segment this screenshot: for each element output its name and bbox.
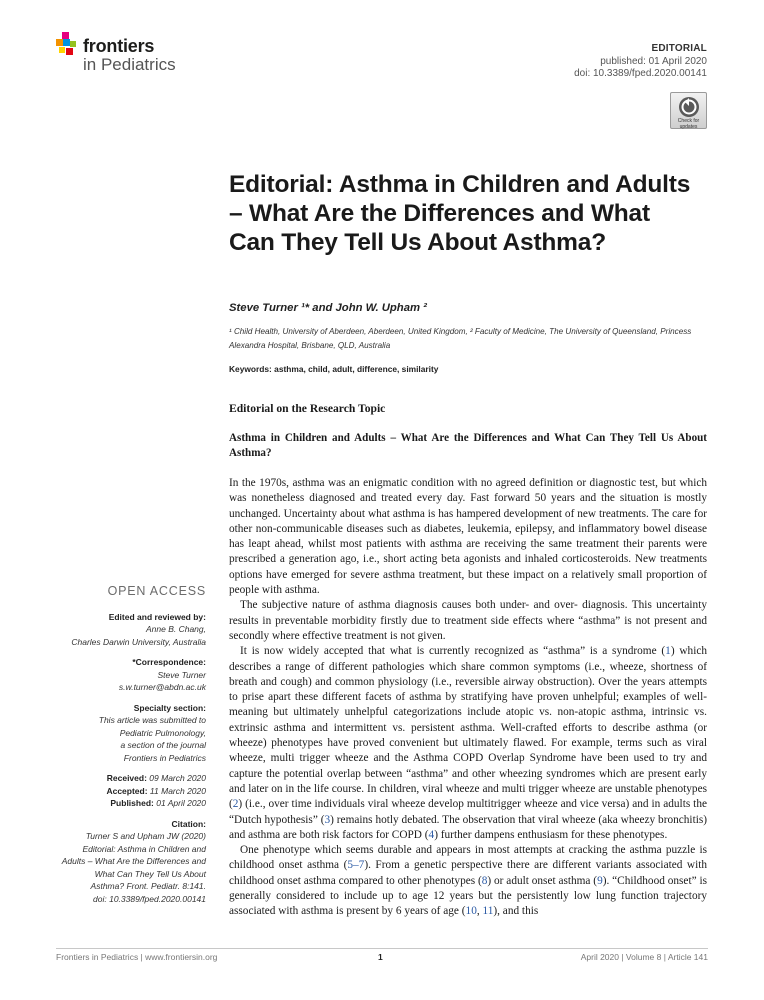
journal-subtitle: in Pediatrics bbox=[83, 55, 176, 74]
citation-section bbox=[56, 818, 206, 906]
citation-doi[interactable]: doi: 10.3389/fped.2020.00141 bbox=[93, 893, 206, 904]
received-value: 09 March 2020 bbox=[149, 773, 206, 783]
correspondence-email[interactable]: s.w.turner@abdn.ac.uk bbox=[118, 682, 206, 692]
reference-link[interactable]: 1 bbox=[665, 645, 671, 658]
check-updates-icon bbox=[678, 96, 700, 118]
published-value: 01 April 2020 bbox=[156, 798, 206, 808]
check-updates-label: Check for updates bbox=[677, 118, 700, 130]
editor-name[interactable]: Anne B. Chang, bbox=[145, 624, 206, 634]
doi-link[interactable]: doi: 10.3389/fped.2020.00141 bbox=[574, 68, 707, 79]
correspondence-section bbox=[56, 656, 206, 694]
author-list[interactable]: Steve Turner ¹* and John W. Upham ² bbox=[229, 302, 427, 314]
frontiers-logo-icon bbox=[56, 32, 80, 58]
research-topic-heading: Editorial on the Research Topic bbox=[229, 402, 386, 415]
specialty-line: Frontiers in Pediatrics bbox=[123, 752, 206, 763]
text-run: ) (i.e., over time individuals viral wheeze develop multitrigger wheeze and vice versa) and in adults the “Dutch hypothesis” ( bbox=[229, 798, 707, 826]
published-date: published: 01 April 2020 bbox=[600, 55, 707, 67]
text-run: ). From a genetic perspective there are different variants associated with childhood onset asthma compared to other phenotypes ( bbox=[229, 859, 707, 887]
published-label: Published: bbox=[110, 798, 154, 808]
received-label: Received: bbox=[106, 773, 147, 783]
correspondence-label: *Correspondence: bbox=[132, 657, 206, 667]
citation-label: Citation: bbox=[171, 818, 206, 829]
journal-brand: frontiers bbox=[83, 36, 155, 56]
reference-link[interactable]: 3 bbox=[324, 813, 331, 826]
author-affiliations: ¹ Child Health, University of Aberdeen, Aberdeen, United Kingdom, ² Faculty of Medicine, The University of Queensland, Princess Alexandra Hospital, Brisbane, QLD, Australia bbox=[229, 327, 692, 350]
specialty-line: This article was submitted to bbox=[98, 715, 206, 725]
citation-line: Turner S and Upham JW (2020) bbox=[85, 831, 206, 841]
open-access-label: OPEN ACCESS bbox=[107, 584, 206, 598]
reference-link[interactable]: 9 bbox=[597, 874, 603, 887]
correspondence-name: Steve Turner bbox=[157, 669, 206, 680]
published-date-sidebar bbox=[56, 797, 206, 810]
reference-link[interactable]: 11 bbox=[482, 905, 494, 918]
reference-link[interactable]: 10 bbox=[465, 905, 477, 918]
reference-link[interactable]: 2 bbox=[232, 798, 239, 811]
citation-line: Asthma? Front. Pediatr. 8:141. bbox=[90, 881, 206, 891]
journal-logo[interactable] bbox=[56, 30, 206, 78]
article-type: EDITORIAL bbox=[651, 43, 707, 54]
dates-section bbox=[56, 772, 206, 810]
article-sidebar bbox=[56, 585, 206, 913]
paragraph: In the 1970s, asthma was an enigmatic condition with no agreed definition or diagnostic test, but which was nonetheless diagnosed and treated every day. Fast forward 50 years and the situation is mostly unchanged. Uncertainty about what asthma is has hampered development of new treatments. The care for other non-communicable diseases such as diabetes, leukemia, epilepsy, and inflammatory bowel disease has leapt ahead, whilst most patients with asthma are receiving the same treatment their parents were prescribed a generation ago, i.e., short acting beta agonists and inhaled corticosteroids. New treatments options have emerged for severe asthma treatment, but these impact on a relatively small proportion of people with asthma. bbox=[229, 477, 707, 597]
reference-link[interactable]: 4 bbox=[428, 828, 435, 841]
footer-issue-info: April 2020 | Volume 8 | Article 141 bbox=[580, 952, 708, 962]
specialty-label: Specialty section: bbox=[133, 702, 206, 713]
keywords-label: Keywords: bbox=[229, 364, 272, 374]
specialty-line: a section of the journal bbox=[120, 740, 206, 750]
text-run: ), and this bbox=[493, 905, 539, 918]
reference-link[interactable]: 5–7 bbox=[347, 859, 365, 872]
article-body bbox=[229, 398, 707, 920]
keywords-list: asthma, child, adult, difference, similarity bbox=[274, 364, 439, 374]
keywords bbox=[229, 364, 438, 374]
paragraph: The subjective nature of asthma diagnosis causes both under- and over- diagnosis. This uncertainty results in preventable morbidity firstly due to treatment side effects where “asthma” is not present and secondly where effective treatment is not given. bbox=[229, 599, 707, 642]
accepted-label: Accepted: bbox=[106, 785, 148, 796]
text-run: ) which describes a range of different pathologies which share common symptoms (i.e., wheeze, shortness of breath and cough) and common physiology (i.e., reversible airway obstruction). Over the years attempts to prise apart these different facets of asthma by stratifying have proven unhelpful; examples of well-meaning but ultimately unhelpful categorizations include atopic vs. non-atopic asthma, intrinsic vs. extrinsic asthma and intermittent vs. persistent asthma. Well-crafted efforts to describe asthma (or wheeze) phenotypes have proved convenient but ultimately flawed. For example, terms such as viral wheeze, multi trigger wheeze and the Asthma COPD Overlap Syndrome have been used to try and capture the potential overlap between “asthma” and other wheezing syndromes which are present early and later on in the life course. In children, viral wheeze and multi trigger wheeze are unstable phenotypes ( bbox=[229, 645, 707, 811]
accepted-value: 11 March 2020 bbox=[149, 785, 206, 796]
text-run: ) remains hotly debated. The observation that viral wheeze (aka wheezy bronchitis) and asthma are both risk factors for COPD ( bbox=[229, 813, 708, 841]
citation-line: Editorial: Asthma in Children and bbox=[82, 843, 206, 854]
page-number: 1 bbox=[378, 952, 383, 962]
check-for-updates-button[interactable] bbox=[670, 92, 707, 129]
footer-divider bbox=[56, 948, 708, 949]
text-run: ) further dampens enthusiasm for these phenotypes. bbox=[434, 828, 668, 841]
text-run: , bbox=[476, 905, 483, 918]
citation-line: What Can They Tell Us About bbox=[94, 868, 206, 879]
accepted-date bbox=[56, 785, 206, 798]
citation-line: Adults – What Are the Differences and bbox=[61, 856, 206, 866]
received-date bbox=[56, 772, 206, 785]
publication-info bbox=[574, 43, 707, 81]
specialty-line: Pediatric Pulmonology, bbox=[119, 727, 206, 738]
reference-link[interactable]: 8 bbox=[481, 874, 488, 887]
edited-by-label: Edited and reviewed by: bbox=[108, 611, 206, 622]
edited-by-section bbox=[56, 611, 206, 649]
text-run: One phenotype which seems durable and appears in most attempts at cracking the asthma puzzle is childhood onset asthma ( bbox=[229, 844, 707, 872]
specialty-section bbox=[56, 702, 206, 765]
article-title: Editorial: Asthma in Children and Adults – What Are the Differences and What Can They Tell Us About Asthma? bbox=[229, 171, 691, 256]
research-topic-title[interactable]: Asthma in Children and Adults – What Are the Differences and What Can They Tell Us About Asthma? bbox=[229, 432, 707, 459]
paragraph bbox=[229, 644, 707, 843]
text-run: It is now widely accepted that what is currently recognized as “asthma” is a syndrome ( bbox=[240, 645, 666, 658]
paragraph bbox=[229, 843, 707, 919]
footer-journal-link[interactable]: Frontiers in Pediatrics | www.frontiersin.org bbox=[56, 952, 218, 962]
text-run: ) or adult onset asthma ( bbox=[487, 874, 598, 887]
editor-affiliation: Charles Darwin University, Australia bbox=[71, 636, 206, 647]
text-run: ). “Childhood onset” is generally considered to include up to age 12 years but the persistently low lung function trajectory associated with asthma is present by 6 years of age ( bbox=[229, 874, 707, 918]
